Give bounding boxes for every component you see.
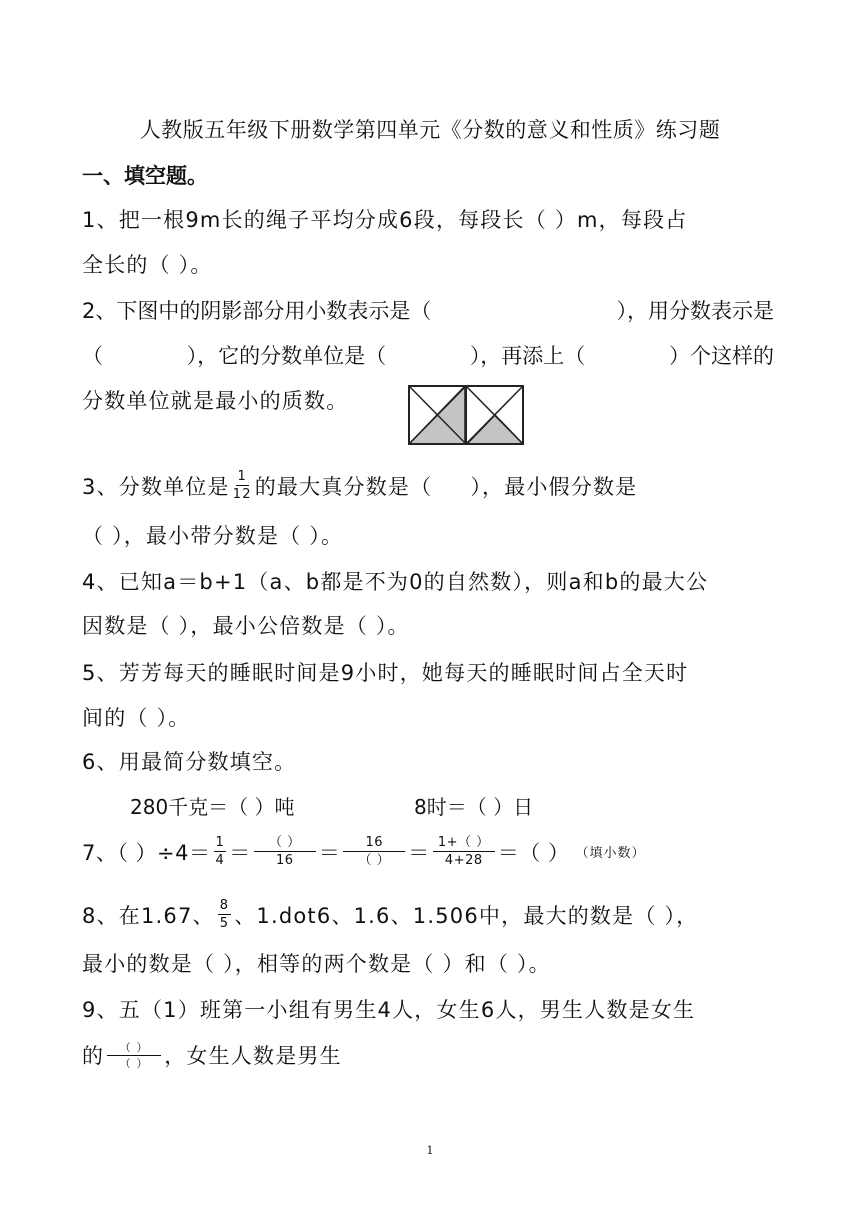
q8-line-2: 最小的数是（ ），相等的两个数是（ ）和（ ）。: [82, 952, 551, 976]
q7-f4-num: 1+（ ）: [433, 836, 495, 852]
q2-text-c: （: [82, 344, 103, 368]
q6-item-b: 8时＝（ ）日: [414, 795, 534, 819]
q2-line-1: [82, 295, 774, 325]
q7-line: [82, 836, 645, 867]
q8-line-1: [82, 899, 698, 930]
q9-text-a: 的: [82, 1044, 105, 1068]
q8-fraction-numerator: 8: [219, 898, 230, 913]
q9-fraction-denominator: （ ）: [119, 1056, 149, 1070]
q9-line-2: [82, 1040, 342, 1070]
q8-fraction-denominator: 5: [219, 916, 230, 931]
section-heading: 一、填空题。: [82, 164, 208, 188]
q7-fraction-4: [433, 836, 495, 867]
q9-fraction: [107, 1042, 161, 1069]
q3-fraction: [233, 470, 252, 501]
q7-lead: 7、（ ）÷4＝: [82, 840, 211, 865]
shaded-triangle-right: [467, 415, 523, 444]
q9-line-1: 9、五（1）班第一小组有男生4人，女生6人，男生人数是女生: [82, 998, 696, 1022]
q7-eq-3: ＝: [408, 840, 430, 865]
q6-line-1: 6、用最简分数填空。: [82, 750, 297, 774]
q3-fraction-denominator: 12: [232, 487, 252, 502]
q4-line-2: 因数是（ ），最小公倍数是（ ）。: [82, 614, 410, 638]
q3-text-a: 3、分数单位是: [82, 474, 230, 499]
q5-line-2: 间的（ ）。: [82, 706, 191, 730]
q2-text-a: 2、下图中的阴影部分用小数表示是（: [82, 299, 432, 323]
q3-text-b: 的最大真分数是（: [254, 474, 433, 499]
q7-f1-num: 1: [215, 835, 225, 850]
q4-line-1: 4、已知a＝b+1（a、b都是不为0的自然数），则a和b的最大公: [82, 570, 709, 594]
shaded-rectangle-figure: [408, 385, 524, 445]
page-title: 人教版五年级下册数学第四单元《分数的意义和性质》练习题: [139, 118, 721, 142]
q3-text-c: ），最小假分数是: [470, 474, 638, 499]
q7-fraction-1: [214, 836, 227, 867]
q2-text-d: ），它的分数单位是（: [186, 344, 387, 368]
q6-item-a: 280千克＝（ ）吨: [130, 795, 295, 819]
q7-f3-den: （ ）: [358, 853, 391, 868]
q7-f1-den: 4: [215, 853, 225, 868]
q7-f4-den: 4+28: [444, 853, 483, 868]
q1-line-1: 1、把一根9m长的绳子平均分成6段，每段长（ ）m，每段占: [82, 208, 688, 232]
q7-eq-1: ＝: [229, 840, 251, 865]
q7-tail: ＝（ ）: [497, 840, 570, 865]
q9-fraction-numerator: （ ）: [107, 1042, 161, 1056]
q7-fraction-2: [254, 836, 316, 867]
q2-text-b: ），用分数表示是: [616, 299, 774, 323]
q2-text-e: ），再添上（: [469, 344, 586, 368]
q5-line-1: 5、芳芳每天的睡眠时间是9小时，她每天的睡眠时间占全天时: [82, 661, 689, 685]
q2-line-2: [82, 340, 774, 370]
page-number: 1: [426, 1144, 434, 1157]
q8-fraction: [218, 899, 231, 930]
q7-f2-den: 16: [276, 853, 294, 868]
q3-line-1: [82, 470, 637, 501]
q7-eq-2: ＝: [318, 840, 341, 865]
q2-line-3: 分数单位就是最小的质数。: [82, 389, 349, 413]
q7-f2-num: （ ）: [254, 836, 316, 852]
q9-text-b: ，女生人数是男生: [164, 1044, 342, 1068]
q1-line-2: 全长的（ ）。: [82, 253, 213, 277]
q8-text-a: 8、在1.67、: [82, 903, 215, 928]
q7-fraction-3: [343, 836, 405, 867]
q8-text-b: 、1.dot6、1.6、1.506中，最大的数是（ ），: [234, 903, 699, 928]
q2-text-f: ）个这样的: [668, 344, 774, 368]
q3-line-2: （ ），最小带分数是（ ）。: [82, 524, 344, 548]
q3-fraction-numerator: 1: [237, 469, 247, 484]
q7-f3-num: 16: [343, 836, 405, 852]
q7-note: （填小数）: [575, 846, 646, 861]
